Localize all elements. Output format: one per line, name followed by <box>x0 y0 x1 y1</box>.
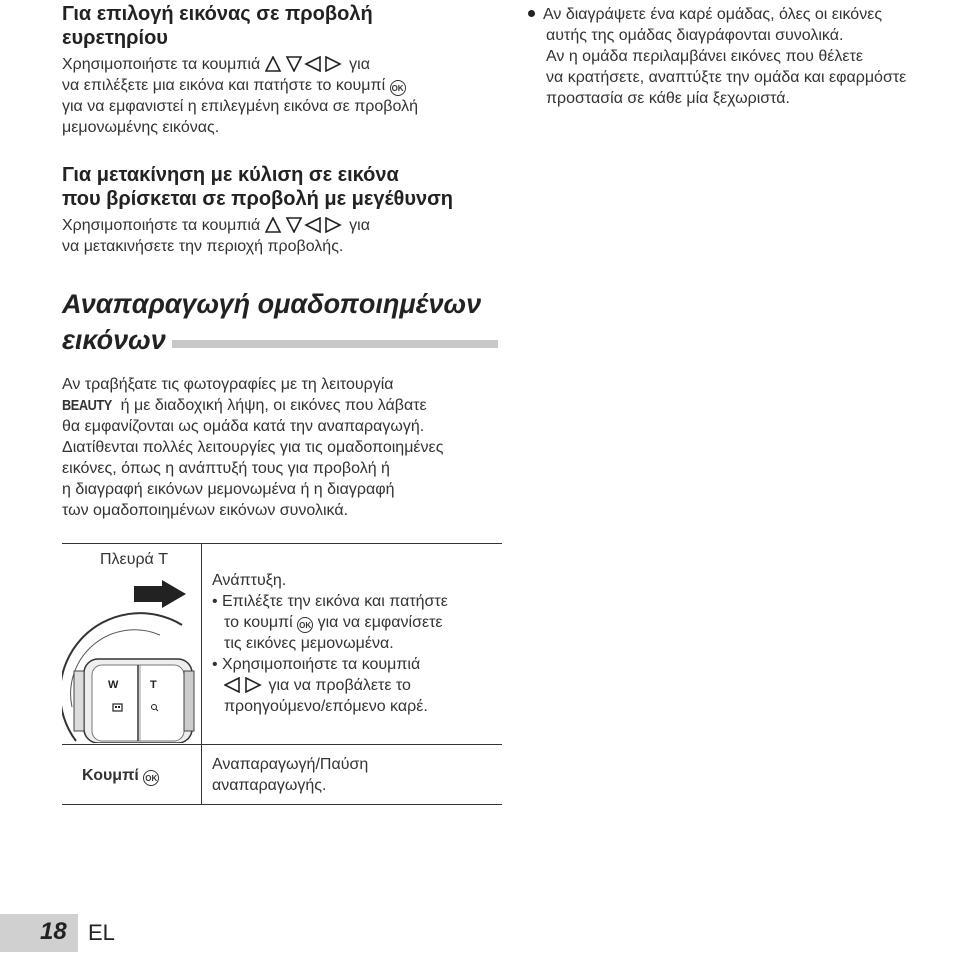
arrow-buttons-icon <box>265 56 345 72</box>
section-title-line: Αναπαραγωγή ομαδοποιημένων <box>62 289 482 319</box>
ok-button-icon: OK <box>297 617 313 633</box>
page-number: 18 <box>40 918 67 945</box>
text-line: για <box>349 217 370 234</box>
heading-line: Για μετακίνηση με κύλιση σε εικόνα <box>62 164 399 186</box>
text-line: αναπαραγωγής. <box>212 777 327 794</box>
index-view-section <box>62 2 482 138</box>
text-line: να μετακινήσετε την περιοχή προβολής. <box>62 238 344 255</box>
index-view-heading: Για επιλογή εικόνας σε προβολή ευρετηρίου <box>62 3 373 49</box>
ok-button-label <box>82 765 159 786</box>
text-line: Επιλέξτε την εικόνα και πατήστε <box>222 593 448 610</box>
text-line: για να προβάλετε το <box>268 677 411 694</box>
language-code: EL <box>88 920 115 945</box>
play-pause-description <box>212 754 368 796</box>
text-line: ή με διαδοχική λήψη, οι εικόνες που λάβατε <box>120 397 427 414</box>
text-line: Αν διαγράψετε ένα καρέ ομάδας, όλες οι εικόνες <box>543 6 883 23</box>
text-line: για <box>349 56 370 73</box>
text-line: των ομαδοποιημένων εικόνων συνολικά. <box>62 502 349 519</box>
group-playback-body <box>62 374 512 521</box>
text-line: να επιλέξετε μια εικόνα και πατήστε το κουμπί <box>62 77 386 94</box>
lever-t-label: T <box>150 679 157 691</box>
text-line: Διατίθενται πολλές λειτουργίες για τις ομαδοποιημένες <box>62 439 444 456</box>
text-line: η διαγραφή εικόνων μεμονωμένα ή η διαγραφή <box>62 481 395 498</box>
scroll-text <box>62 215 502 257</box>
scroll-section <box>62 163 502 257</box>
zoom-lever-illustration <box>62 607 200 743</box>
table-rule-mid <box>62 744 502 745</box>
text-line: τις εικόνες μεμονωμένα. <box>224 635 394 652</box>
right-arrow-icon <box>134 580 186 608</box>
ok-button-icon: OK <box>390 80 406 96</box>
left-right-buttons-icon <box>224 677 264 693</box>
index-view-text <box>62 54 482 138</box>
text-line: Αν η ομάδα περιλαμβάνει εικόνες που θέλετε <box>546 48 863 65</box>
text-line: θα εμφανίζονται ως ομάδα κατά την αναπαραγωγή. <box>62 418 425 435</box>
text-line: Χρησιμοποιήστε τα κουμπιά <box>222 656 421 673</box>
section-title-rule <box>172 340 498 348</box>
text-line: Αναπαραγωγή/Παύση <box>212 756 369 773</box>
section-title-line: εικόνων <box>62 325 166 355</box>
bullet-icon: • <box>212 656 218 673</box>
text-line: εικόνες, όπως η ανάπτυξή τους για προβολή ή <box>62 460 390 477</box>
text-line: για να εμφανίσετε <box>317 614 443 631</box>
text-line: να κρατήσετε, αναπτύξτε την ομάδα και εφαρμόστε <box>546 69 907 86</box>
text-line: Αν τραβήξατε τις φωτογραφίες με τη λειτουργία <box>62 376 394 393</box>
arrow-buttons-icon <box>265 217 345 233</box>
heading-line: που βρίσκεται σε προβολή με μεγέθυνση <box>62 188 453 210</box>
bullet-icon <box>528 10 535 17</box>
text-line: μεμονωμένης εικόνας. <box>62 119 220 136</box>
text-line: το κουμπί <box>224 614 293 631</box>
controls-table <box>62 543 502 805</box>
text-line: αυτής της ομάδας διαγράφονται συνολικά. <box>546 27 844 44</box>
text-line: για να εμφανιστεί η επιλεγμένη εικόνα σε προβολή <box>62 98 418 115</box>
table-divider <box>201 543 202 805</box>
text-line: Χρησιμοποιήστε τα κουμπιά <box>62 217 261 234</box>
beauty-mode-icon: BEAUTY <box>62 397 112 414</box>
ok-button-icon: OK <box>143 770 159 786</box>
scroll-heading <box>62 163 502 211</box>
t-side-label: Πλευρά T <box>100 551 169 568</box>
text-line: προστασία σε κάθε μία ξεχωριστά. <box>546 90 790 107</box>
table-rule-bottom <box>62 804 502 805</box>
text-line: προηγούμενο/επόμενο καρέ. <box>224 698 428 715</box>
expand-description <box>212 570 502 717</box>
table-rule-top <box>62 543 502 544</box>
lever-w-label: W <box>108 679 119 691</box>
text-line: Χρησιμοποιήστε τα κουμπιά <box>62 56 261 73</box>
group-delete-note <box>528 4 958 109</box>
text-line: Κουμπί <box>82 767 139 784</box>
text-line: Ανάπτυξη. <box>212 572 287 589</box>
bullet-icon: • <box>212 593 218 610</box>
